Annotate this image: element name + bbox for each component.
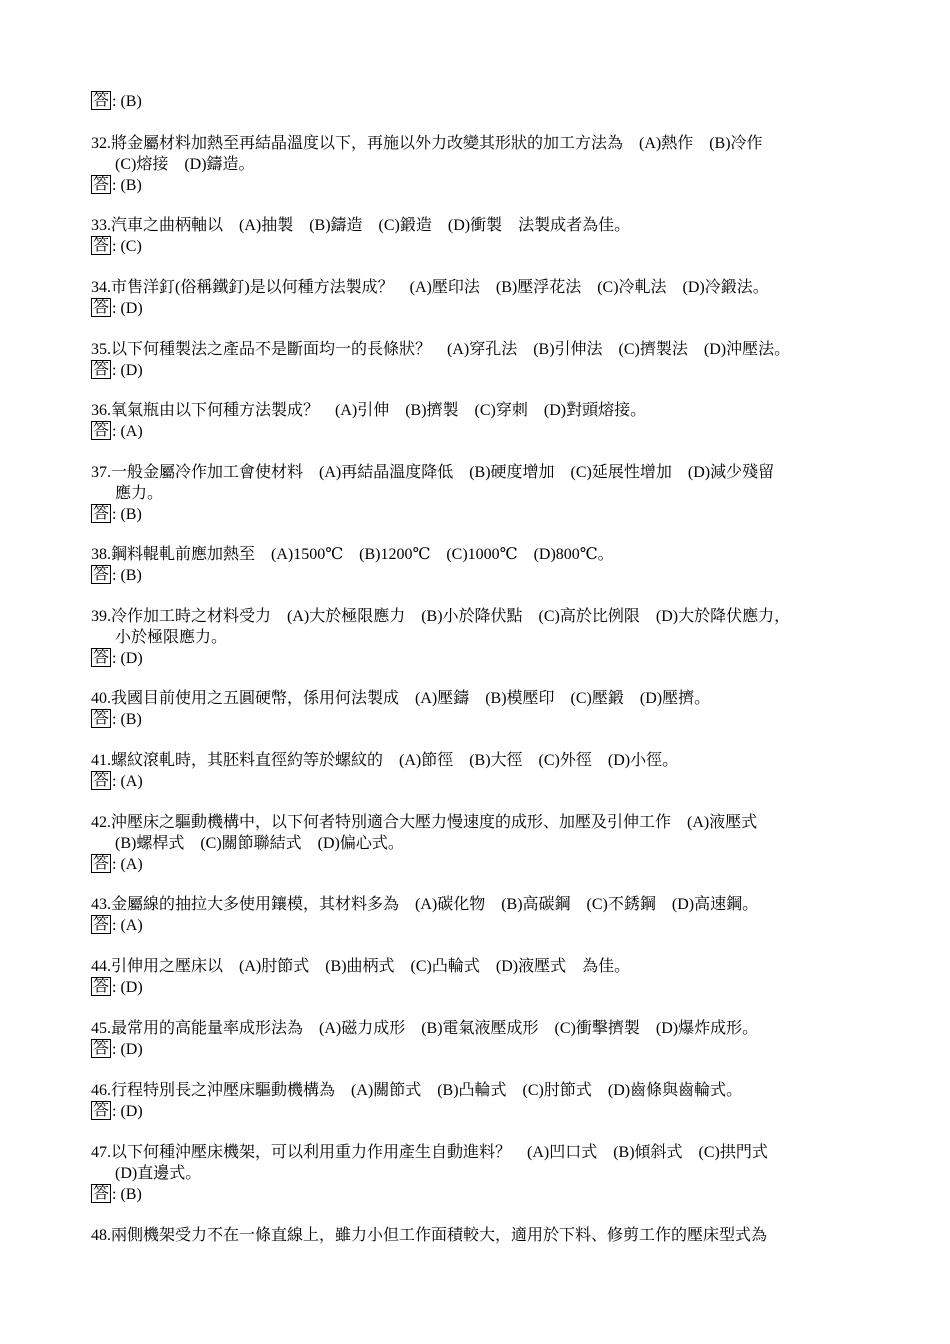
answer-box: 答 [93,299,110,316]
answer-box: 答 [93,237,110,254]
question-item [91,894,881,936]
question-item [91,1142,881,1205]
question-item [91,462,881,525]
answer-box: 答 [93,92,110,109]
answer-value: : (B) [112,711,142,728]
answer-value: : (B) [112,93,142,110]
answer-line [91,771,881,792]
question-text: 46.行程特別長之沖壓床驅動機構為 (A)關節式 (B)凸輪式 (C)肘節式 (D)齒條與齒輪式。 [91,1082,743,1099]
question-text: 34.市售洋釘(俗稱鐵釘)是以何種方法製成？ (A)壓印法 (B)壓浮花法 (C)冷軋法 (D)冷鍛法。 [91,279,769,296]
question-text: 48.兩側機架受力不在一條直線上，雖力小但工作面積較大，適用於下料、修剪工作的壓床型式為 [91,1227,768,1244]
answer-value: : (D) [112,650,143,667]
question-text-continued: (C)熔接 (D)鑄造。 [115,156,255,173]
answer-line [91,421,881,442]
question-text-continued: (B)螺桿式 (C)關節聯結式 (D)偏心式。 [115,835,404,852]
answer-line [91,1184,881,1205]
answer-value: : (B) [112,1186,142,1203]
question-text-continued: 應力。 [115,485,164,502]
question-text: 44.引伸用之壓床以 (A)肘節式 (B)曲柄式 (C)凸輪式 (D)液壓式 為佳。 [91,958,631,975]
answer-box: 答 [93,505,110,522]
question-text: 35.以下何種製法之產品不是斷面均一的長條狀？ (A)穿孔法 (B)引伸法 (C)擠製法 (D)沖壓法。 [91,341,791,358]
answer-box: 答 [93,422,110,439]
question-text: 32.將金屬材料加熱至再結晶溫度以下，再施以外力改變其形狀的加工方法為 (A)熱作 (B)冷作 [91,135,763,152]
answer-value: : (B) [112,506,142,523]
answer-box: 答 [93,978,110,995]
answer-value: : (D) [112,1041,143,1058]
question-text: 38.鋼料輥軋前應加熱至 (A)1500℃ (B)1200℃ (C)1000℃ (D)800℃。 [91,546,614,563]
answer-line [91,648,881,669]
answer-line [91,175,881,196]
answer-box: 答 [93,649,110,666]
question-item [91,215,881,257]
question-text: 43.金屬線的抽拉大多使用鑲模，其材料多為 (A)碳化物 (B)高碳鋼 (C)不銹鋼 (D)高速鋼。 [91,896,759,913]
answer-line [91,91,881,112]
answer-box: 答 [93,1040,110,1057]
question-item [91,750,881,792]
question-item [91,544,881,586]
question-item [91,400,881,442]
answer-value: : (D) [112,1103,143,1120]
answer-line [91,1101,881,1122]
question-item [91,277,881,319]
answer-box: 答 [93,176,110,193]
question-item [91,688,881,730]
question-item [91,1018,881,1060]
answer-value: : (A) [112,856,143,873]
question-item [91,1080,881,1122]
question-text: 47.以下何種沖壓床機架，可以利用重力作用產生自動進料？ (A)凹口式 (B)傾斜式 (C)拱門式 [91,1144,768,1161]
answer-box: 答 [93,772,110,789]
answer-line [91,977,881,998]
answer-line [91,504,881,525]
answer-value: : (A) [112,773,143,790]
answer-value: : (D) [112,300,143,317]
answer-line [91,709,881,730]
question-item [91,1225,881,1246]
answer-value: : (D) [112,979,143,996]
answer-box: 答 [93,1102,110,1119]
question-item [91,133,881,196]
question-text: 39.冷作加工時之材料受力 (A)大於極限應力 (B)小於降伏點 (C)高於比例限 (D)大於降伏應力， [91,608,791,625]
answer-box: 答 [93,710,110,727]
question-text: 40.我國目前使用之五圓硬幣，係用何法製成 (A)壓鑄 (B)模壓印 (C)壓鍛 (D)壓擠。 [91,690,711,707]
answer-line [91,360,881,381]
answer-line [91,565,881,586]
question-text: 33.汽車之曲柄軸以 (A)抽製 (B)鑄造 (C)鍛造 (D)衝製 法製成者為佳。 [91,217,631,234]
answer-value: : (B) [112,177,142,194]
answer-box: 答 [93,855,110,872]
question-text: 42.沖壓床之驅動機構中，以下何者特別適合大壓力慢速度的成形、加壓及引伸工作 (A)液壓式 [91,814,758,831]
question-text: 37.一般金屬冷作加工會使材料 (A)再結晶溫度降低 (B)硬度增加 (C)延展性增加 (D)減少殘留 [91,464,775,481]
answer-line [91,915,881,936]
answer-box: 答 [93,1185,110,1202]
answer-line [91,298,881,319]
question-item [91,339,881,381]
question-text-continued: 小於極限應力。 [115,629,228,646]
answer-value: : (D) [112,362,143,379]
answer-box: 答 [93,361,110,378]
answer-value: : (A) [112,423,143,440]
question-item [91,606,881,669]
question-text: 36.氧氣瓶由以下何種方法製成？ (A)引伸 (B)擠製 (C)穿刺 (D)對頭熔接。 [91,402,647,419]
question-text: 41.螺紋滾軋時，其胚料直徑約等於螺紋的 (A)節徑 (B)大徑 (C)外徑 (D)小徑。 [91,752,679,769]
answer-box: 答 [93,566,110,583]
answer-box: 答 [93,916,110,933]
question-text-continued: (D)直邊式。 [115,1165,202,1182]
answer-value: : (A) [112,917,143,934]
question-item [91,956,881,998]
answer-line [91,1039,881,1060]
answer-value: : (B) [112,567,142,584]
answer-line [91,854,881,875]
answer-line [91,236,881,257]
answer-value: : (C) [112,238,142,255]
question-text: 45.最常用的高能量率成形法為 (A)磁力成形 (B)電氣液壓成形 (C)衝擊擠製 (D)爆炸成形。 [91,1020,759,1037]
question-item [91,812,881,875]
top-answer [91,91,881,112]
